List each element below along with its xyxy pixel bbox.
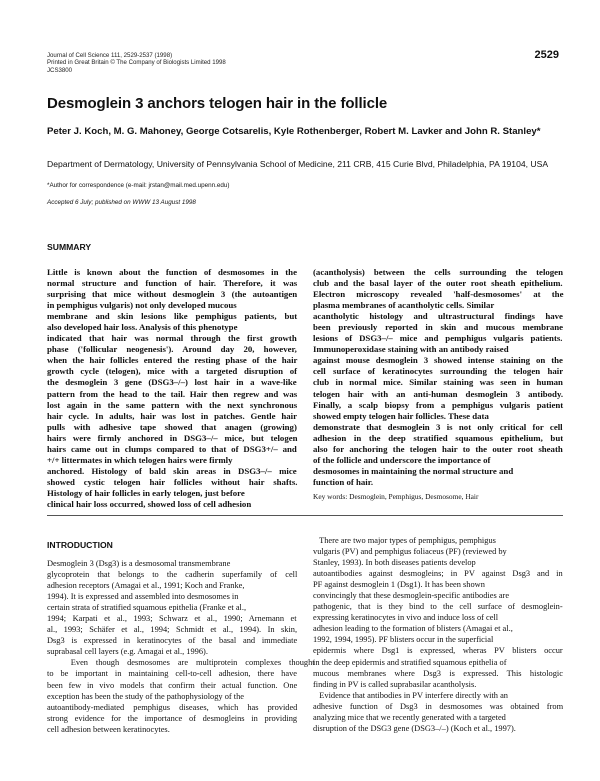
text-line: showed empty telogen hair follicles. These data	[313, 410, 489, 421]
text-line: finding in PV is called suprabasilar acantholysis.	[313, 679, 477, 689]
text-line: analyzing mice that we recently generated with a targeted	[313, 712, 506, 722]
text-line: 1992, 1994, 1995). PF blisters occur in the superficial	[313, 635, 494, 645]
text-line: There are two major types of pemphigus, pemphigus	[313, 536, 496, 545]
text-line: +/+ littermates in which telogen hairs were firmly	[47, 454, 233, 465]
text-line: showed cystic telogen hair follicles without hair shafts.	[47, 476, 298, 487]
text-line: autoantibody-mediated pemphigus diseases, which has provided	[47, 702, 298, 712]
text-line: pathogenic, that is they bind to the cell surface of desmoglein-	[313, 602, 563, 612]
text-line: hairs were firmly anchored in DSG3–/– mice, but telogen	[47, 432, 298, 443]
keywords: Key words: Desmoglein, Pemphigus, Desmosome, Hair	[313, 492, 479, 501]
text-line: epidermis where Dsg1 is expressed, wheras PV blisters occur	[313, 646, 563, 656]
introduction-left-column	[47, 558, 315, 735]
text-line: glycoprotein that belongs to the cadherin superfamily of cell	[47, 570, 298, 580]
introduction-right-column	[313, 535, 563, 734]
text-line: PF against desmoglein 1 (Dsg1). It has been shown	[313, 580, 485, 590]
text-line: to be important in maintaining cell-to-cell adhesion, there have	[47, 669, 297, 679]
text-line: been few in vivo models that confirm their actual function. One	[47, 680, 298, 690]
author-list: Peter J. Koch, M. G. Mahoney, George Cotsarelis, Kyle Rothenberger, Robert M. Lavker and John R. Stanley*	[47, 126, 541, 137]
text-line: Electron microscopy revealed 'half-desmosomes' at the	[313, 289, 564, 300]
copyright-line: Printed in Great Britain © The Company of Biologists Limited 1998	[47, 59, 226, 67]
text-line: club in normal mice. Similar staining was seen in human	[313, 377, 563, 388]
text-line: normal structure and function of hair. Therefore, it was	[47, 278, 298, 289]
text-line: club and the basal layer of the outer root sheath epithelium.	[313, 278, 563, 289]
text-line: adhesion receptors (Amagai et al., 1991; Koch and Franke,	[47, 581, 245, 591]
text-line: demonstrate that desmoglein 3 is not only critical for cell	[313, 421, 563, 432]
article-code: JCS3800	[47, 66, 73, 74]
text-line: been previously reported in skin and mucous membrane	[313, 322, 564, 333]
text-line: the desmoglein 3 gene (DSG3–/–) lost hair in a wave-like	[47, 377, 297, 388]
text-line: also for anchoring the telogen hair to the outer root sheath	[313, 443, 563, 454]
text-line: cell surface of keratinocytes surrounding the telogen hair	[313, 366, 564, 377]
summary-left-column	[47, 267, 297, 510]
text-line: function of hair.	[313, 476, 374, 487]
text-line: growth cycle (telogen), mice with a targeted disruption of	[47, 366, 298, 377]
text-line: anchored. Histology of bald skin areas in DSG3–/– mice	[47, 465, 297, 476]
text-line: Desmoglein 3 (Dsg3) is a desmosomal transmembrane	[47, 559, 231, 568]
summary-right-column	[313, 267, 563, 488]
text-line: against mouse desmoglein 3 showed intense staining on the	[313, 355, 563, 366]
text-line: adhesive function of Dsg3 in desmosomes was obtained from	[313, 701, 564, 711]
text-line: also developed hair loss. Analysis of this phenotype	[47, 322, 238, 333]
text-line: Finally, a scalp biopsy from a pemphigus vulgaris patient	[313, 399, 564, 410]
text-line: (acantholysis) between the cells surrounding the telogen	[313, 267, 563, 277]
text-line: Histology of hair follicles in early telogen, just before	[47, 487, 245, 498]
journal-header	[47, 52, 226, 74]
text-line: pulls with adhesive tape showed that anagen (growing)	[47, 421, 297, 432]
text-line: Dsg3 is expressed in keratinocytes of the basal and immediate	[47, 636, 298, 646]
text-line: vulgaris (PV) and pemphigus foliaceus (PF) (reviewed by	[313, 547, 507, 557]
text-line: convincingly that these desmoglein-specific antibodies are	[313, 591, 510, 601]
text-line: desmosomes in maintaining the normal structure and	[313, 465, 514, 476]
text-line: in pemphigus vulgaris) not only developed mucous	[47, 300, 237, 311]
text-line: clinical hair loss occurred, showed loss of cell adhesion	[47, 498, 252, 509]
text-line: Even though desmosomes are multiprotein complexes thought	[47, 658, 315, 668]
text-line: 1994; Karpati et al., 1993; Schwarz et al., 1990; Arnemann et	[47, 614, 297, 624]
text-line: telogen hair with an anti-human desmoglein 3 antibody.	[313, 388, 564, 399]
text-line: plasma membranes of acantholytic cells. Similar	[313, 300, 495, 311]
text-line: in the deep epidermis and stratified squamous epithelia of	[313, 657, 507, 667]
affiliation: Department of Dermatology, University of Pennsylvania School of Medicine, 211 CRB, 415 Curie Blvd, Philadelphia, PA 19104, USA	[47, 159, 549, 169]
text-line: when the hair follicles entered the resting phase of the hair	[47, 355, 298, 366]
text-line: Immunoperoxidase staining with an antibody raised	[313, 344, 509, 355]
text-line: surprising that mice without desmoglein 3 (the autoantigen	[47, 289, 298, 300]
text-line: strong evidence for the importance of desmogleins in providing	[47, 713, 298, 723]
text-line: membrane and skin lesions like pemphigus patients, but	[47, 311, 298, 322]
text-line: adhesion in the deep stratified squamous epithelium, but	[313, 432, 564, 443]
section-divider	[47, 515, 563, 516]
text-line: mucous membranes where Dsg3 is expressed. This histologic	[313, 668, 563, 678]
text-line: acantholytic histology and ultrastructural findings have	[313, 311, 563, 322]
text-line: disruption of the DSG3 gene (DSG3–/–) (Koch et al., 1997).	[313, 723, 516, 733]
text-line: 1994). It is expressed and assembled into desmosomes in	[47, 592, 239, 602]
text-line: pattern from the head to the tail. Hair then regrew and was	[47, 388, 298, 399]
journal-citation: Journal of Cell Science 111, 2529-2537 (1998)	[47, 52, 173, 59]
text-line: adhesion leading to the formation of blisters (Amagai et al.,	[313, 624, 513, 634]
text-line: lesions of DSG3–/– mice and pemphigus vulgaris patients.	[313, 333, 563, 344]
text-line: hair cycle. In adults, hair was lost in patches. Gentle hair	[47, 410, 298, 421]
text-line: Stanley, 1993). In both diseases patients develop	[313, 558, 476, 568]
text-line: indicated that hair was normal through the first growth	[47, 333, 297, 344]
text-line: phase ('follicular neogenesis'). Around day 20, however,	[47, 344, 297, 355]
text-line: cell adhesion between keratinocytes.	[47, 724, 170, 734]
accepted-date: Accepted 6 July; published on WWW 13 August 1998	[47, 199, 196, 206]
text-line: certain strata of stratified squamous epithelia (Franke et al.,	[47, 603, 247, 613]
text-line: suprabasal cell layers (e.g. Amagai et al., 1996).	[47, 647, 208, 657]
page-number: 2529	[534, 49, 559, 61]
text-line: hairs came out in clumps compared to that of DSG3+/– and	[47, 443, 297, 454]
text-line: al., 1993; Schäfer et al., 1994; Schmidt et al., 1994). In skin,	[47, 625, 298, 635]
text-line: of the follicle and underscore the importance of	[313, 454, 491, 465]
text-line: autoantibodies against desmogleins; in PV against Dsg3 and in	[313, 569, 563, 579]
correspondence-note: *Author for correspondence (e-mail: jrstan@mail.med.upenn.edu)	[47, 182, 230, 189]
text-line: expressing keratinocytes in vivo and induce loss of cell	[313, 613, 499, 623]
text-line: lost again in the same pattern with the next synchronous	[47, 399, 298, 410]
summary-heading: SUMMARY	[47, 242, 92, 252]
introduction-heading: INTRODUCTION	[47, 540, 113, 550]
text-line: Evidence that antibodies in PV interfere directly with an	[313, 690, 508, 700]
text-line: exception has been the study of the pathophysiology of the	[47, 691, 245, 701]
article-title: Desmoglein 3 anchors telogen hair in the follicle	[47, 95, 388, 112]
text-line: Little is known about the function of desmosomes in the	[47, 267, 297, 277]
